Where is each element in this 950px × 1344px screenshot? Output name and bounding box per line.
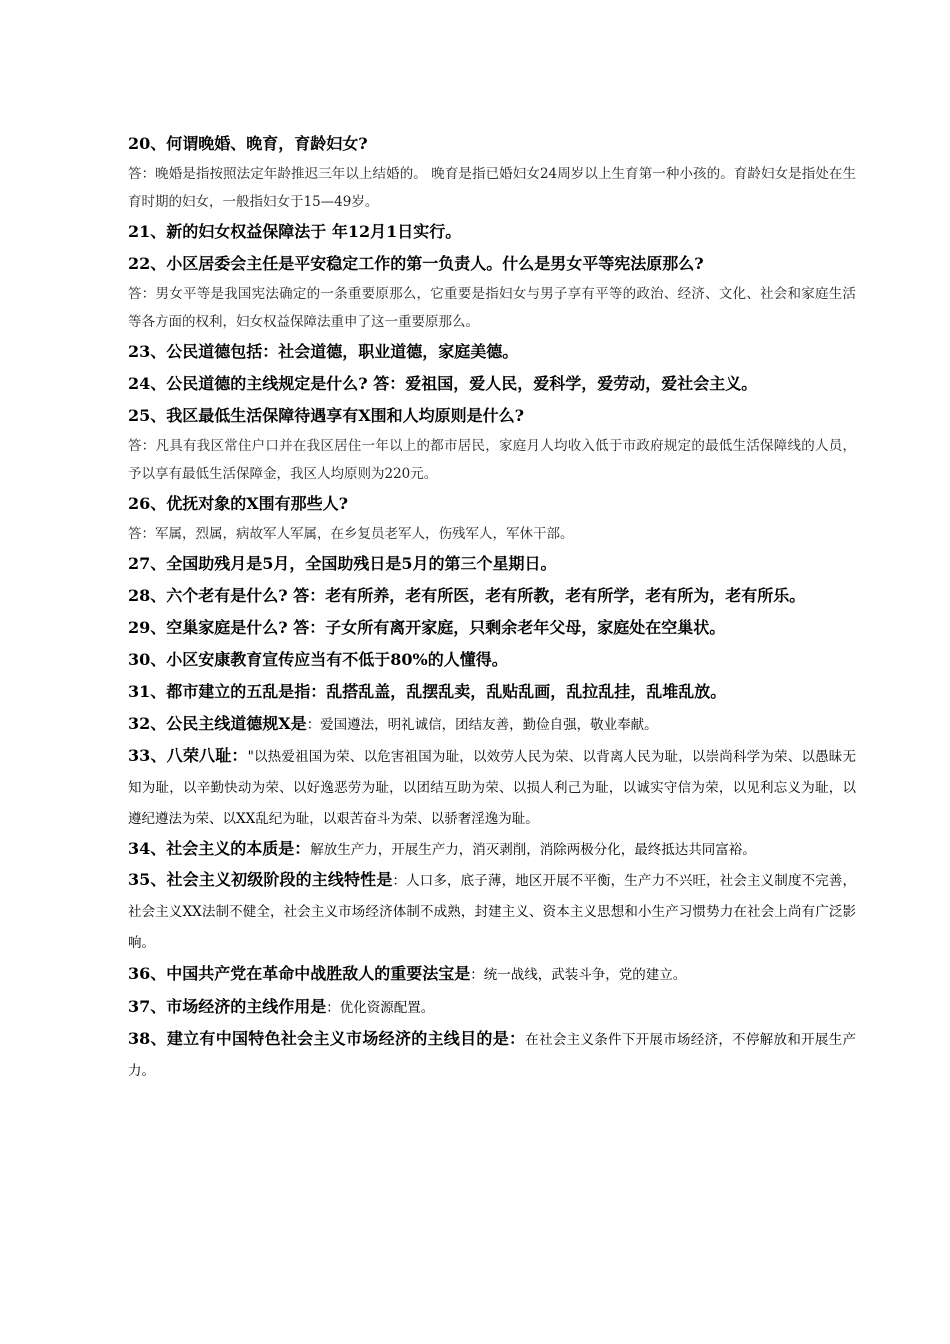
question-inline	[128, 958, 856, 991]
question: 29、空巢家庭是什么? 答：子女所有离开家庭，只剩余老年父母，家庭处在空巢状。	[128, 618, 726, 637]
question: 25、我区最低生活保障待遇享有X围和人均原则是什么?	[128, 406, 525, 425]
qa-item-24	[128, 368, 856, 400]
qa-item-33	[128, 741, 856, 834]
question-inline	[128, 708, 856, 741]
question-label: 33、八荣八耻：	[128, 746, 248, 765]
question-label: 35、社会主义初级阶段的主线特性是	[128, 870, 393, 889]
question: 30、小区安康教育宣传应当有不低于80%的人懂得。	[128, 650, 508, 669]
question: 28、六个老有是什么? 答：老有所养，老有所医，老有所教，老有所学，老有所为，老有所乐。	[128, 586, 806, 605]
answer-inline: ：爱国遵法，明礼诚信，团结友善，勤俭自强，敬业奉献。	[306, 717, 658, 733]
qa-item-26	[128, 488, 856, 548]
answer-inline: ：统一战线，武装斗争，党的建立。	[470, 967, 687, 983]
qa-item-22	[128, 248, 856, 336]
question-inline	[128, 834, 856, 865]
answer-inline: ：人口多，底子薄，地区开展不平衡，生产力不兴旺，社会主义制度不完善，社会主义XX法制不健全，社会主义市场经济体制不成熟，封建主义、资本主义思想和小生产习惯势力在社会上尚有广泛影响。	[128, 873, 856, 951]
answer-inline: 在社会主义条件下开展市场经济，不停解放和开展生产力。	[128, 1032, 856, 1079]
question-label: 36、中国共产党在革命中战胜敌人的重要法宝是	[128, 964, 471, 983]
answer: 答：晚婚是指按照法定年龄推迟三年以上结婚的。 晚育是指已婚妇女24周岁以上生育第一种小孩的。育龄妇女是指处在生育时期的妇女，一般指妇女于15—49岁。	[128, 166, 856, 210]
question-inline	[128, 865, 856, 958]
question-label: 37、市场经济的主线作用是	[128, 997, 327, 1016]
qa-item-34	[128, 834, 856, 865]
question: 27、全国助残月是5月，全国助残日是5月的第三个星期日。	[128, 554, 557, 573]
question: 21、新的妇女权益保障法于 年12月1日实行。	[128, 222, 462, 241]
question-inline	[128, 741, 856, 834]
question: 31、都市建立的五乱是指：乱搭乱盖，乱摆乱卖，乱贴乱画，乱拉乱挂，乱堆乱放。	[128, 682, 727, 701]
question-label: 38、建立有中国特色社会主义市场经济的主线目的是：	[128, 1029, 526, 1048]
answer: 答：凡具有我区常住户口并在我区居住一年以上的都市居民，家庭月人均收入低于市政府规定的最低生活保障线的人员，予以享有最低生活保障金，我区人均原则为220元。	[128, 438, 856, 482]
qa-item-36	[128, 958, 856, 991]
qa-item-28	[128, 580, 856, 612]
qa-item-23	[128, 336, 856, 368]
question-label: 34、社会主义的本质是：	[128, 839, 311, 858]
qa-item-38	[128, 1024, 856, 1086]
answer-inline: "以热爱祖国为荣、以危害祖国为耻，以效劳人民为荣、以背离人民为耻，以崇尚科学为荣、以愚昧无知为耻，以辛勤快动为荣、以好逸恶劳为耻，以团结互助为荣、以损人利己为耻，以诚实守信为荣，以见利忘义为耻，以遵纪遵法为荣、以XX乱纪为耻，以艰苦奋斗为荣、以骄奢淫逸为耻。	[128, 749, 856, 827]
qa-item-20	[128, 128, 856, 216]
qa-item-31	[128, 676, 856, 708]
question-label: 32、公民主线道德规X是	[128, 714, 307, 733]
qa-item-37	[128, 991, 856, 1024]
answer-inline: 解放生产力，开展生产力，消灭剥削，消除两极分化，最终抵达共同富裕。	[310, 842, 756, 858]
question-inline	[128, 1024, 856, 1086]
answer-inline: ：优化资源配置。	[326, 1000, 435, 1016]
qa-item-35	[128, 865, 856, 958]
document-page	[128, 128, 856, 1086]
answer: 答：军属，烈属，病故军人军属，在乡复员老军人，伤残军人，军休干部。	[128, 526, 574, 542]
qa-item-30	[128, 644, 856, 676]
qa-item-29	[128, 612, 856, 644]
question: 23、公民道德包括：社会道德，职业道德，家庭美德。	[128, 342, 519, 361]
qa-item-32	[128, 708, 856, 741]
question: 26、优抚对象的X围有那些人?	[128, 494, 349, 513]
question: 22、小区居委会主任是平安稳定工作的第一负责人。什么是男女平等宪法原那么?	[128, 254, 704, 273]
answer: 答：男女平等是我国宪法确定的一条重要原那么，它重要是指妇女与男子享有平等的政治、经济、文化、社会和家庭生活等各方面的权利，妇女权益保障法重申了这一重要原那么。	[128, 286, 856, 330]
question-inline	[128, 991, 856, 1024]
qa-item-25	[128, 400, 856, 488]
question: 20、何谓晚婚、晚育，育龄妇女?	[128, 134, 368, 153]
qa-item-21	[128, 216, 856, 248]
qa-item-27	[128, 548, 856, 580]
question: 24、公民道德的主线规定是什么? 答：爱祖国，爱人民，爱科学，爱劳动，爱社会主义。	[128, 374, 758, 393]
